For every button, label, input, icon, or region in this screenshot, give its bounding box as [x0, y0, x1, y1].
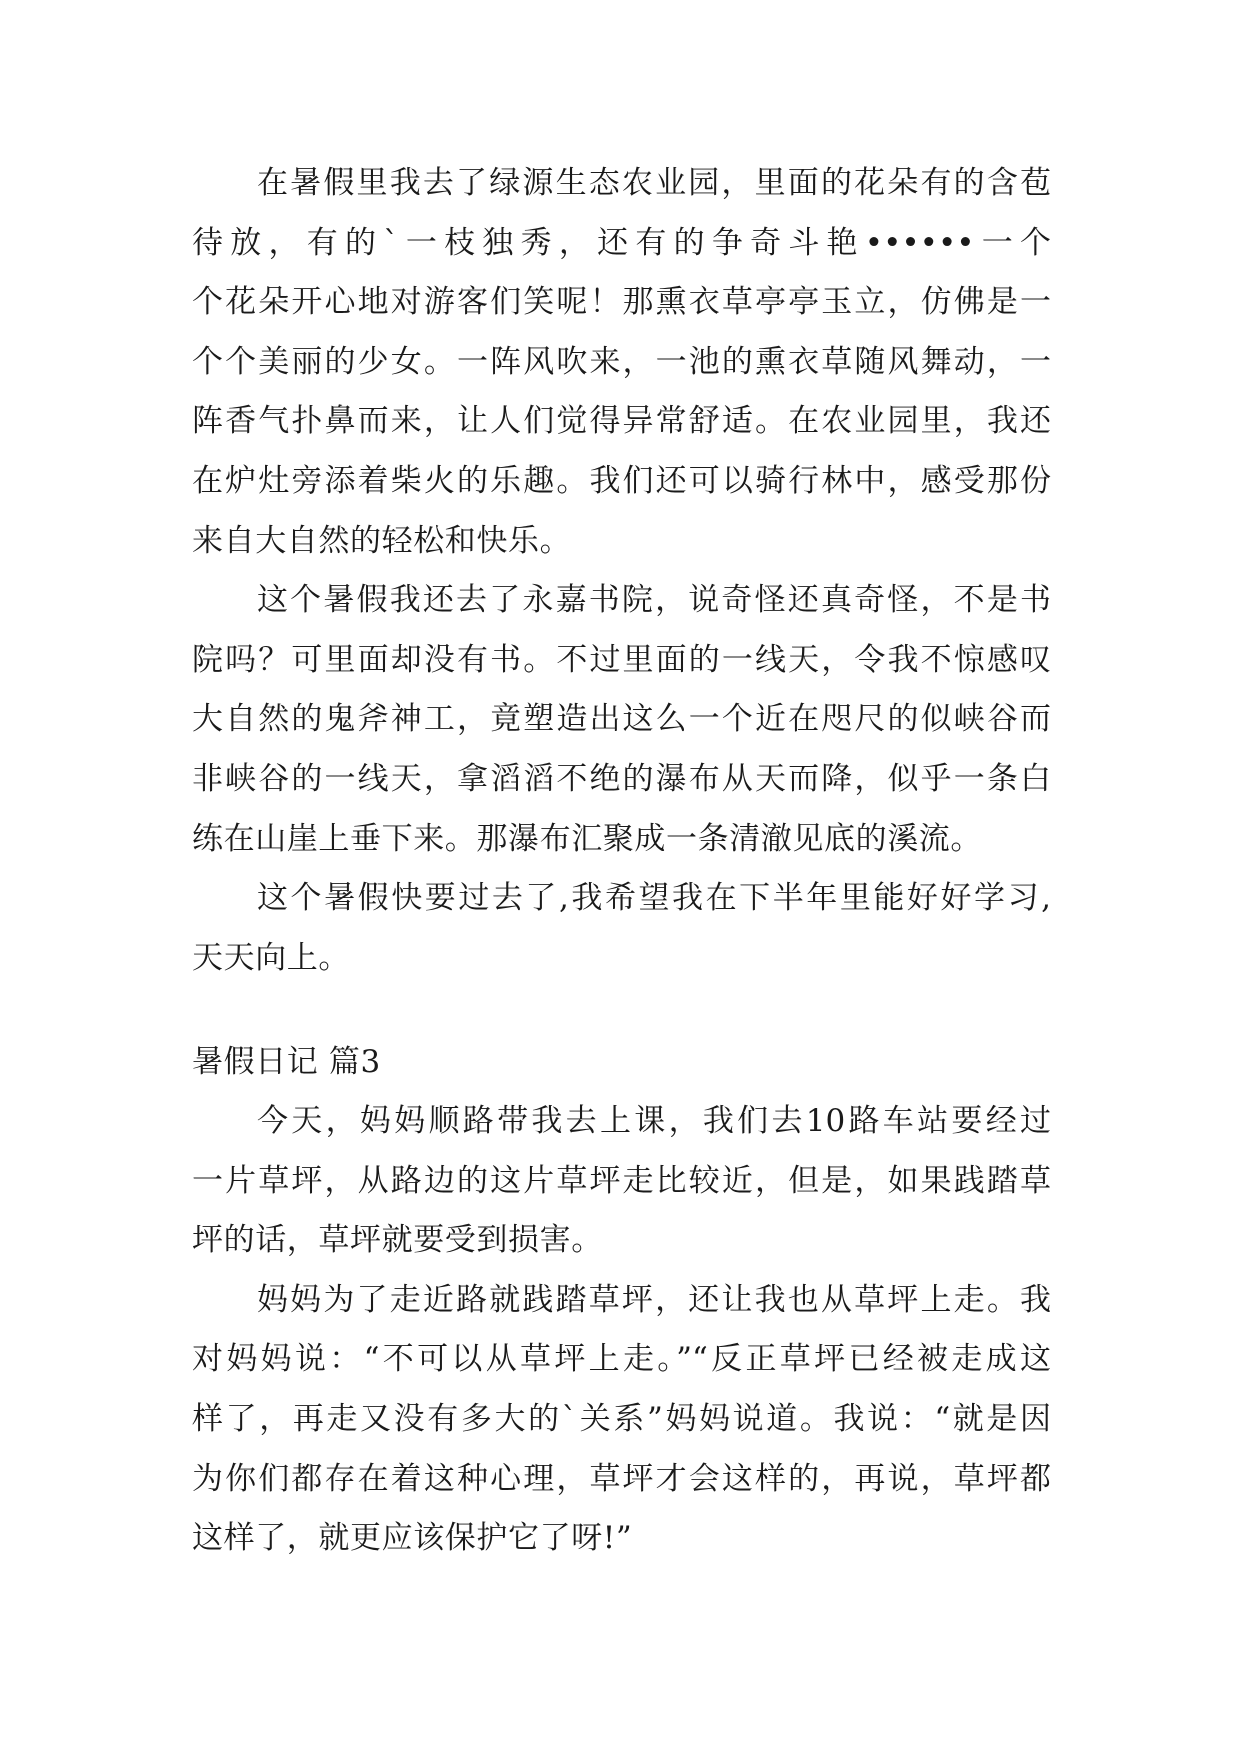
- text-line: 样了，再走又没有多大的`关系”妈妈说道。我说：“就是因: [192, 1400, 1051, 1437]
- text-line: 为你们都存在着这种心理，草坪才会这样的，再说，草坪都: [192, 1460, 1051, 1497]
- text-line: 个个美丽的少女。一阵风吹来，一池的熏衣草随风舞动，一: [192, 343, 1051, 380]
- section-2: [192, 1092, 1051, 1569]
- text-line: 阵香气扑鼻而来，让人们觉得异常舒适。在农业园里，我还: [192, 403, 1051, 440]
- section-1: [192, 154, 1051, 988]
- paragraph: [192, 1092, 1051, 1271]
- text-line: 这个暑假我还去了永嘉书院，说奇怪还真奇怪，不是书: [257, 582, 1051, 619]
- paragraph: [192, 1271, 1051, 1569]
- text-line: 来自大自然的轻松和快乐。: [192, 522, 572, 559]
- paragraph: [192, 571, 1051, 869]
- section-heading: 暑假日记 篇3: [192, 1044, 381, 1080]
- text-line: 天天向上。: [192, 939, 350, 976]
- text-line: 一片草坪，从路边的这片草坪走比较近，但是，如果践踏草: [192, 1162, 1051, 1199]
- text-line: 院吗？可里面却没有书。不过里面的一线天，令我不惊感叹: [192, 641, 1051, 678]
- text-line: 坪的话，草坪就要受到损害。: [192, 1222, 603, 1259]
- text-line: 今天，妈妈顺路带我去上课，我们去10路车站要经过: [257, 1103, 1051, 1139]
- paragraph: [192, 869, 1051, 988]
- text-line: 大自然的鬼斧神工，竟塑造出这么一个近在咫尺的似峡谷而: [192, 701, 1051, 738]
- text-line: 练在山崖上垂下来。那瀑布汇聚成一条清澈见底的溪流。: [192, 820, 982, 857]
- text-line: 对妈妈说：“不可以从草坪上走。”“反正草坪已经被走成这: [192, 1341, 1051, 1378]
- text-line: 在炉灶旁添着柴火的乐趣。我们还可以骑行林中，感受那份: [192, 462, 1051, 499]
- text-line: 妈妈为了走近路就践踏草坪，还让我也从草坪上走。我: [257, 1281, 1051, 1318]
- text-line: 个花朵开心地对游客们笑呢！那熏衣草亭亭玉立，仿佛是一: [192, 284, 1051, 321]
- text-line: 这个暑假快要过去了,我希望我在下半年里能好好学习,: [257, 880, 1051, 917]
- text-line: 非峡谷的一线天，拿滔滔不绝的瀑布从天而降，似乎一条白: [192, 760, 1051, 797]
- paragraph: [192, 154, 1051, 571]
- text-line: 这样了，就更应该保护它了呀!”: [192, 1520, 633, 1557]
- text-line: 在暑假里我去了绿源生态农业园，里面的花朵有的含苞: [257, 165, 1051, 201]
- text-line: 待放，有的`一枝独秀，还有的争奇斗艳••••••一个: [192, 224, 1051, 261]
